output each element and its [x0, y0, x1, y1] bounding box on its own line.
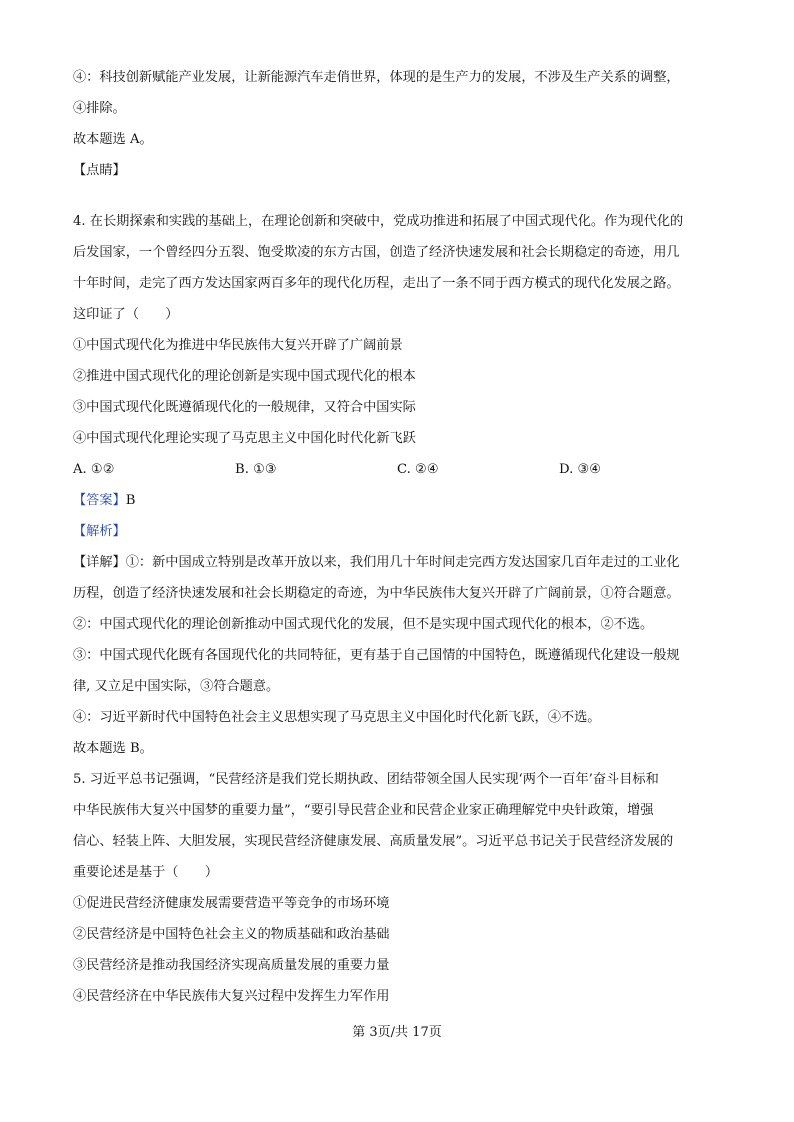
item4-explanation-line1: ④：科技创新赋能产业发展，让新能源汽车走俏世界，体现的是生产力的发展，不涉及生产关系的调整， [73, 70, 680, 85]
q4-detail-4: ④：习近平新时代中国特色社会主义思想实现了马克思主义中国化时代化新飞跃，④不选。 [73, 710, 601, 725]
detail-tag: 【详解】 [73, 555, 126, 570]
q4-conclusion: 故本题选 B。 [73, 741, 153, 756]
q5-stem-line4: 重要论述是基于（ ） [73, 865, 219, 880]
question-4 [73, 206, 723, 764]
q5-stem-line3: 信心、轻装上阵、大胆发展，实现民营经济健康发展、高质量发展”。习近平总书记关于民营经济发展的 [73, 834, 674, 849]
q4-detail-3a: ③：中国式现代化既有各国现代化的共同特征，更有基于自己国情的中国特色，既遵循现代化建设一般规 [73, 648, 680, 663]
spacer [73, 186, 723, 206]
q4-detail-2: ②：中国式现代化的理论创新推动中国式现代化的发展，但不是实现中国式现代化的根本，②不选。 [73, 617, 654, 632]
document-page [73, 62, 723, 1012]
q4-option-c: C. ②④ [397, 462, 439, 477]
item4-explanation-line2: ④排除。 [73, 101, 126, 116]
q4-statement-1: ①中国式现代化为推进中华民族伟大复兴开辟了广阔前景 [73, 338, 403, 353]
q4-stem-line4: 这印证了（ ） [73, 307, 179, 322]
q4-stem-line1: 4. 在长期探索和实践的基础上，在理论创新和突破中，党成功推进和拓展了中国式现代化。作为现代化的 [73, 214, 684, 229]
q5-stem-line1: 5. 习近平总书记强调，“民营经济是我们党长期执政、团结带领全国人民实现‘两个一百年’奋斗目标和 [73, 772, 659, 787]
dianjing-tag: 【点睛】 [73, 163, 126, 178]
q3-conclusion: 故本题选 A。 [73, 132, 153, 147]
q4-statement-2: ②推进中国式现代化的理论创新是实现中国式现代化的根本 [73, 369, 416, 384]
q5-stem-line2: 中华民族伟大复兴中国梦的重要力量”，“要引导民营企业和民营企业家正确理解党中央针政策，增强 [73, 803, 654, 818]
q4-statement-4: ④中国式现代化理论实现了马克思主义中国化时代化新飞跃 [73, 431, 416, 446]
page-number: 第 3页/共 17页 [352, 1025, 442, 1040]
answer-tag: 【答案】 [73, 493, 126, 508]
q5-statement-1: ①促进民营经济健康发展需要营造平等竞争的市场环境 [73, 896, 390, 911]
q4-stem-line2: 后发国家，一个曾经四分五裂、饱受欺凌的东方古国，创造了经济快速发展和社会长期稳定的奇迹，用几 [73, 245, 680, 260]
question-5 [73, 764, 723, 1012]
q4-option-d: D. ③④ [559, 462, 602, 477]
q4-detail-1a-text: ①：新中国成立特别是改革开放以来，我们用几十年时间走完西方发达国家几百年走过的工业化 [125, 555, 680, 570]
q5-statement-2: ②民营经济是中国特色社会主义的物质基础和政治基础 [73, 927, 390, 942]
q4-detail-1a [73, 547, 723, 578]
q4-option-b: B. ①③ [235, 462, 277, 477]
q4-answer-row [73, 485, 723, 516]
q4-detail-1b: 历程，创造了经济快速发展和社会长期稳定的奇迹，为中华民族伟大复兴开辟了广阔前景，①符合题意。 [73, 586, 680, 601]
q5-statement-4: ④民营经济在中华民族伟大复兴过程中发挥生力军作用 [73, 989, 390, 1004]
q4-statement-3: ③中国式现代化既遵循现代化的一般规律，又符合中国实际 [73, 400, 416, 415]
q4-options [73, 454, 723, 485]
q4-detail-3b: 律, 又立足中国实际，③符合题意。 [73, 679, 280, 694]
q4-stem-line3: 十年时间，走完了西方发达国家两百多年的现代化历程，走出了一条不同于西方模式的现代化发展之路。 [73, 276, 680, 291]
q5-statement-3: ③民营经济是推动我国经济实现高质量发展的重要力量 [73, 958, 390, 973]
q4-option-a: A. ①② [73, 462, 115, 477]
analysis-tag: 【解析】 [73, 524, 126, 539]
q4-answer: B [125, 493, 136, 508]
